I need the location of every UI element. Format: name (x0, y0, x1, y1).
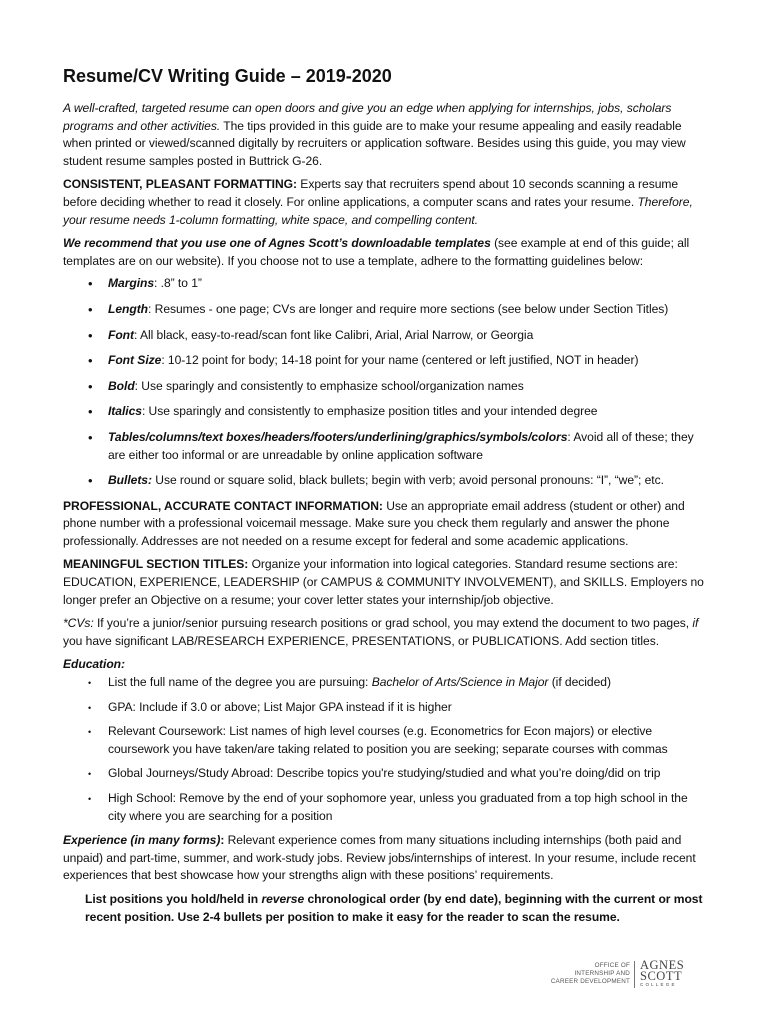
cvs-label: *CVs: (63, 616, 94, 631)
guideline-text: : Resumes - one page; CVs are longer and require more sections (see below under Section Titles) (148, 301, 669, 316)
contact-paragraph (63, 498, 708, 551)
guideline-italics (63, 403, 708, 421)
guideline-term: Font Size (108, 353, 162, 368)
positions-text: List positions you hold/held in (85, 891, 262, 906)
experience-colon: : (220, 833, 225, 848)
formatting-heading: CONSISTENT, PLEASANT FORMATTING: (63, 177, 297, 192)
guideline-text: : Use sparingly and consistently to emphasize school/organization names (134, 378, 524, 393)
guideline-term: Italics (108, 404, 142, 419)
cvs-text: If you’re a junior/senior pursuing research positions or grad school, you may extend the document to two pages, (93, 616, 693, 631)
formatting-guidelines-list (63, 275, 708, 489)
templates-text: (see example at end of this guide; all templates are on our website). If you choose not to use a template, adhere to the formatting guidelines below: (63, 236, 690, 268)
intro-italic-lead: A well-crafted, targeted resume can open doors and give you an edge when applying for internships, jobs, scholars programs and other activities. (63, 101, 672, 133)
contact-text: Use an appropriate email address (student or other) and phone number with a professional voicemail message. Make sure you check them regularly and answer the phone professionally. Addresses are not needed on a resume except for federal and some academic applications. (63, 498, 685, 548)
contact-heading: PROFESSIONAL, ACCURATE CONTACT INFORMATION: (63, 498, 383, 513)
degree-text: List the full name of the degree you are pursuing: (108, 675, 372, 690)
guideline-term: Tables/columns/text boxes/headers/footers/underlining/graphics/symbols/colors (108, 429, 568, 444)
templates-paragraph (63, 235, 708, 270)
guideline-avoid-elements (63, 429, 708, 464)
logo-line: OFFICE OF (594, 962, 630, 969)
section-titles-text: Organize your information into logical categories. Standard resume sections are: EDUCATION, EXPERIENCE, LEADERSHIP (or CAMPUS & COMMUNITY INVOLVEMENT), and SKILLS. Employers no longer prefer an Objective on a resume; your cover letter states your internship/job objective. (63, 557, 704, 607)
section-titles-paragraph (63, 556, 708, 609)
positions-paragraph (63, 891, 708, 926)
document-title: Resume/CV Writing Guide – 2019-2020 (63, 66, 392, 86)
guideline-term: Bold (108, 378, 135, 393)
guideline-term: Margins (108, 276, 155, 291)
guideline-margins (63, 275, 708, 293)
document-body (63, 100, 708, 932)
logo-divider (634, 961, 635, 988)
guideline-text: : 10-12 point for body; 14-18 point for your name (centered or left justified, NOT in header) (161, 353, 639, 368)
guideline-term: Length (108, 301, 149, 316)
logo-name-line: AGNES (640, 958, 685, 972)
guideline-term: Bullets: (108, 473, 152, 488)
guideline-bullets (63, 472, 708, 490)
education-item-coursework: • Relevant Coursework: List names of high level courses (e.g. Econometrics for Econ majors) or elective coursework you have taken/are taking related to position you are seeking; separate courses with commas (63, 723, 708, 758)
intro-paragraph (63, 100, 708, 170)
logo-college-name (640, 960, 684, 988)
cvs-if-word: if (692, 616, 699, 631)
guideline-text: : .8” to 1” (154, 276, 202, 291)
experience-heading: Experience (in many forms) (63, 833, 221, 848)
guideline-font (63, 327, 708, 345)
positions-italic: reverse (261, 891, 305, 906)
experience-text: Relevant experience comes from many situations including internships (both paid and unpaid) and part-time, summer, and work-study jobs. Review jobs/internships of interest. In your resume, include recent experiences that best showcase how your strengths align with these positions’ requirements. (63, 833, 696, 883)
logo-line: CAREER DEVELOPMENT (550, 978, 630, 985)
positions-text: chronological order (by end date), beginning with the current or most recent position. Use 2-4 bullets per position to make it easy for the reader to scan the resume. (85, 891, 703, 924)
agnes-scott-logo (550, 958, 686, 990)
education-item-global-journeys: • Global Journeys/Study Abroad: Describe topics you're studying/studied and what you’re doing/did on trip (63, 765, 708, 783)
guideline-text: : Avoid all of these; they are either too informal or are unreadable by online application software (108, 429, 694, 462)
guideline-text: : Use sparingly and consistently to emphasize position titles and your intended degree (141, 404, 598, 419)
education-list (63, 674, 708, 825)
education-item-degree (63, 674, 708, 692)
guideline-length (63, 301, 708, 319)
degree-suffix: (if decided) (548, 675, 611, 690)
experience-paragraph (63, 832, 708, 885)
section-titles-heading: MEANINGFUL SECTION TITLES: (63, 557, 249, 572)
logo-line: INTERNSHIP AND (574, 970, 630, 977)
guideline-bold (63, 378, 708, 396)
guideline-text: Use round or square solid, black bullets; begin with verb; avoid personal pronouns: “I”, “we”; etc. (151, 473, 664, 488)
cvs-text: you have significant LAB/RESEARCH EXPERIENCE, PRESENTATIONS, or PUBLICATIONS. Add section titles. (63, 633, 660, 648)
guideline-font-size (63, 352, 708, 370)
formatting-text: Experts say that recruiters spend about 10 seconds scanning a resume before deciding whether to read it closely. For online applications, a computer scans and rates your resume. (63, 177, 679, 209)
logo-college-word: COLLEGE (640, 982, 677, 987)
guideline-term: Font (108, 327, 134, 342)
education-heading: Education: (63, 657, 125, 672)
formatting-paragraph (63, 176, 708, 229)
intro-text: The tips provided in this guide are to make your resume appealing and easily readable when printed or viewed/scanned digitally by recruiters or application software. Besides using this guide, you may view student resume samples posted in Buttrick G-26. (63, 118, 686, 168)
guideline-text: : All black, easy-to-read/scan font like Calibri, Arial, Arial Narrow, or Georgia (134, 327, 534, 342)
templates-recommendation: We recommend that you use one of Agnes Scott’s downloadable templates (63, 236, 491, 251)
logo-name-line: SCOTT (640, 969, 683, 983)
formatting-italic-text: Therefore, your resume needs 1-column formatting, white space, and compelling content. (63, 194, 693, 227)
logo-office-text (551, 962, 630, 986)
education-item-gpa: • GPA: Include if 3.0 or above; List Major GPA instead if it is higher (63, 699, 708, 717)
degree-example: Bachelor of Arts/Science in Major (371, 675, 549, 690)
education-item-high-school: • High School: Remove by the end of your sophomore year, unless you graduated from a top high school in the city where you are searching for a position (63, 790, 708, 825)
cvs-paragraph (63, 615, 708, 650)
education-heading-paragraph (63, 656, 708, 674)
